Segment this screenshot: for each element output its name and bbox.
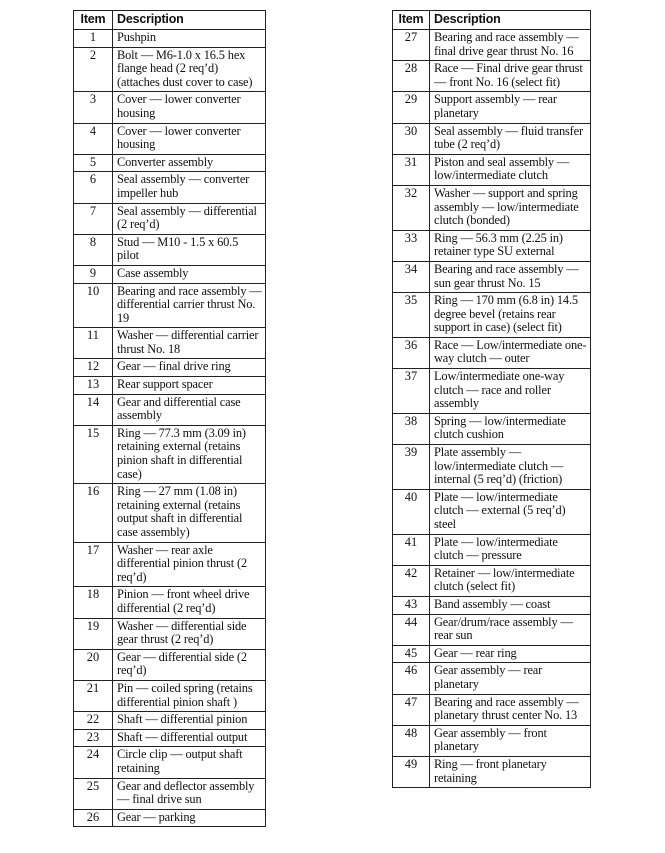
item-description: Washer — differential carrier thrust No. 18: [113, 328, 266, 359]
table-row: [74, 809, 266, 827]
table-row: [74, 377, 266, 395]
table-row: [74, 328, 266, 359]
item-number: 14: [74, 394, 113, 425]
table-row: [393, 596, 591, 614]
item-description: Bearing and race assembly — final drive gear thrust No. 16: [430, 30, 591, 61]
table-row: [74, 425, 266, 483]
item-number: 18: [74, 587, 113, 618]
table-row: [74, 30, 266, 48]
item-description: Ring — front planetary retaining: [430, 756, 591, 787]
table-row: [74, 47, 266, 92]
item-number: 8: [74, 234, 113, 265]
item-number: 16: [74, 484, 113, 542]
item-number: 17: [74, 542, 113, 587]
item-description: Ring — 56.3 mm (2.25 in) retainer type SU external: [430, 230, 591, 261]
item-description: Bolt — M6-1.0 x 16.5 hex flange head (2 req’d) (attaches dust cover to case): [113, 47, 266, 92]
parts-table-left: [73, 10, 266, 827]
table-row: [74, 587, 266, 618]
item-description: Plate assembly — low/intermediate clutch — internal (5 req’d) (friction): [430, 445, 591, 490]
table-row: [74, 394, 266, 425]
item-description: Bearing and race assembly — differential carrier thrust No. 19: [113, 283, 266, 328]
item-description: Gear — final drive ring: [113, 359, 266, 377]
item-number: 9: [74, 265, 113, 283]
item-description: Washer — rear axle differential pinion thrust (2 req’d): [113, 542, 266, 587]
item-number: 4: [74, 123, 113, 154]
item-description: Washer — support and spring assembly — low/intermediate clutch (bonded): [430, 185, 591, 230]
item-description: Pushpin: [113, 30, 266, 48]
item-number: 11: [74, 328, 113, 359]
item-description: Cover — lower converter housing: [113, 123, 266, 154]
item-number: 12: [74, 359, 113, 377]
item-description: Piston and seal assembly — low/intermediate clutch: [430, 154, 591, 185]
table-row: [393, 413, 591, 444]
item-number: 28: [393, 61, 430, 92]
item-description: Bearing and race assembly — sun gear thrust No. 15: [430, 261, 591, 292]
item-description: Ring — 27 mm (1.08 in) retaining external (retains output shaft in differential case assembly): [113, 484, 266, 542]
table-row: [393, 185, 591, 230]
table-row: [74, 542, 266, 587]
table-row: [74, 283, 266, 328]
item-description: Ring — 77.3 mm (3.09 in) retaining external (retains pinion shaft in differential case): [113, 425, 266, 483]
item-description: Case assembly: [113, 265, 266, 283]
item-description: Cover — lower converter housing: [113, 92, 266, 123]
item-number: 26: [74, 809, 113, 827]
table-row: [74, 265, 266, 283]
item-description: Gear assembly — front planetary: [430, 725, 591, 756]
table-row: [74, 359, 266, 377]
item-description: Band assembly — coast: [430, 596, 591, 614]
item-description: Circle clip — output shaft retaining: [113, 747, 266, 778]
item-description: Race — Final drive gear thrust — front No. 16 (select fit): [430, 61, 591, 92]
parts-table-right: [392, 10, 591, 788]
item-description: Pinion — front wheel drive differential (2 req’d): [113, 587, 266, 618]
item-number: 5: [74, 154, 113, 172]
item-number: 40: [393, 489, 430, 534]
item-number: 43: [393, 596, 430, 614]
table-row: [393, 614, 591, 645]
table-row: [393, 293, 591, 338]
table-row: [74, 618, 266, 649]
item-number: 30: [393, 123, 430, 154]
item-description: Seal assembly — differential (2 req’d): [113, 203, 266, 234]
item-description: Spring — low/intermediate clutch cushion: [430, 413, 591, 444]
item-number: 34: [393, 261, 430, 292]
item-description: Seal assembly — fluid transfer tube (2 req’d): [430, 123, 591, 154]
item-number: 2: [74, 47, 113, 92]
table-row: [74, 680, 266, 711]
item-number: 23: [74, 729, 113, 747]
item-description: Plate — low/intermediate clutch — external (5 req’d) steel: [430, 489, 591, 534]
item-number: 32: [393, 185, 430, 230]
item-number: 19: [74, 618, 113, 649]
table-row: [74, 234, 266, 265]
table-row: [393, 337, 591, 368]
table-row: [74, 92, 266, 123]
item-description: Shaft — differential pinion: [113, 712, 266, 730]
item-number: 21: [74, 680, 113, 711]
item-number: 15: [74, 425, 113, 483]
item-number: 42: [393, 565, 430, 596]
item-description: Gear and deflector assembly — final drive sun: [113, 778, 266, 809]
item-number: 37: [393, 369, 430, 414]
item-description: Converter assembly: [113, 154, 266, 172]
table-row: [393, 489, 591, 534]
table-row: [393, 123, 591, 154]
table-row: [393, 565, 591, 596]
item-description: Support assembly — rear planetary: [430, 92, 591, 123]
table-row: [74, 747, 266, 778]
item-description: Shaft — differential output: [113, 729, 266, 747]
item-description: Gear and differential case assembly: [113, 394, 266, 425]
item-number: 49: [393, 756, 430, 787]
item-column-header: Item: [393, 11, 430, 30]
item-number: 44: [393, 614, 430, 645]
item-number: 35: [393, 293, 430, 338]
table-header-row: [393, 11, 591, 30]
item-number: 47: [393, 694, 430, 725]
table-row: [74, 484, 266, 542]
item-description: Pin — coiled spring (retains differential pinion shaft ): [113, 680, 266, 711]
item-description: Gear assembly — rear planetary: [430, 663, 591, 694]
item-description: Retainer — low/intermediate clutch (select fit): [430, 565, 591, 596]
item-number: 10: [74, 283, 113, 328]
item-number: 31: [393, 154, 430, 185]
table-row: [74, 172, 266, 203]
item-number: 13: [74, 377, 113, 395]
item-number: 3: [74, 92, 113, 123]
item-number: 39: [393, 445, 430, 490]
table-row: [393, 725, 591, 756]
item-number: 36: [393, 337, 430, 368]
item-description: Rear support spacer: [113, 377, 266, 395]
item-number: 1: [74, 30, 113, 48]
table-row: [393, 645, 591, 663]
table-row: [393, 369, 591, 414]
table-row: [74, 123, 266, 154]
item-number: 46: [393, 663, 430, 694]
item-description: Washer — differential side gear thrust (2 req’d): [113, 618, 266, 649]
description-column-header: Description: [113, 11, 266, 30]
item-description: Plate — low/intermediate clutch — pressure: [430, 534, 591, 565]
item-number: 48: [393, 725, 430, 756]
table-row: [393, 61, 591, 92]
item-number: 25: [74, 778, 113, 809]
item-description: Gear — rear ring: [430, 645, 591, 663]
item-description: Gear/drum/race assembly — rear sun: [430, 614, 591, 645]
table-row: [74, 154, 266, 172]
table-row: [393, 445, 591, 490]
table-row: [393, 92, 591, 123]
item-number: 7: [74, 203, 113, 234]
table-row: [393, 663, 591, 694]
item-description: Gear — parking: [113, 809, 266, 827]
item-number: 38: [393, 413, 430, 444]
table-row: [393, 30, 591, 61]
item-description: Race — Low/intermediate one-way clutch — outer: [430, 337, 591, 368]
item-number: 6: [74, 172, 113, 203]
item-number: 22: [74, 712, 113, 730]
item-number: 20: [74, 649, 113, 680]
table-header-row: [74, 11, 266, 30]
item-number: 33: [393, 230, 430, 261]
item-description: Ring — 170 mm (6.8 in) 14.5 degree bevel (retains rear support in case) (select fit): [430, 293, 591, 338]
table-row: [393, 694, 591, 725]
item-number: 29: [393, 92, 430, 123]
item-description: Seal assembly — converter impeller hub: [113, 172, 266, 203]
item-number: 27: [393, 30, 430, 61]
item-number: 45: [393, 645, 430, 663]
table-row: [74, 712, 266, 730]
item-description: Gear — differential side (2 req’d): [113, 649, 266, 680]
item-description: Low/intermediate one-way clutch — race and roller assembly: [430, 369, 591, 414]
table-row: [74, 729, 266, 747]
table-row: [393, 230, 591, 261]
table-row: [393, 154, 591, 185]
item-description: Bearing and race assembly — planetary thrust center No. 13: [430, 694, 591, 725]
item-number: 41: [393, 534, 430, 565]
item-number: 24: [74, 747, 113, 778]
item-description: Stud — M10 - 1.5 x 60.5 pilot: [113, 234, 266, 265]
table-row: [74, 649, 266, 680]
table-row: [74, 778, 266, 809]
table-row: [74, 203, 266, 234]
table-row: [393, 756, 591, 787]
item-column-header: Item: [74, 11, 113, 30]
description-column-header: Description: [430, 11, 591, 30]
table-row: [393, 261, 591, 292]
table-row: [393, 534, 591, 565]
